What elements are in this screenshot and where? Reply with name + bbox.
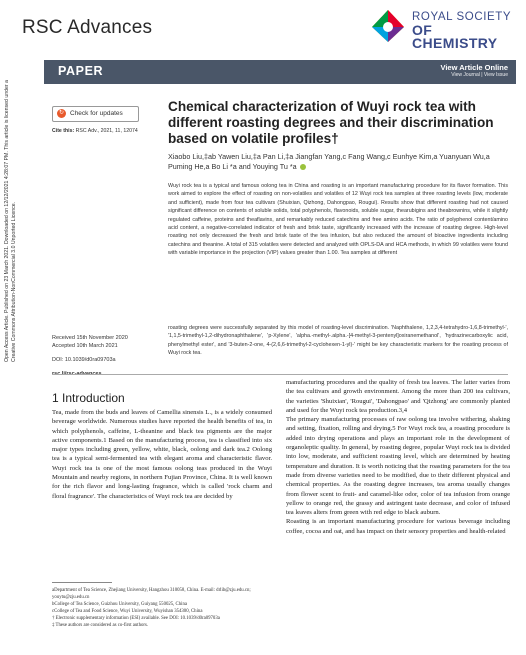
- refresh-icon: ↻: [58, 110, 65, 116]
- footnotes: [52, 587, 272, 629]
- received-date: Received 15th November 2020: [52, 335, 128, 341]
- intro-column-left: Tea, made from the buds and leaves of Camellia sinensis L., is a widely consumed beverage worldwide. Numerous studies have reported the health benefits of tea, in which polyphenols, caffeine, L-theanine and black tea pigments are the major active components.1 Based on the manufacturing process, tea is classified into six major types including green, yellow, white, black, oolong and dark tea.2 Oolong tea is a typical semi-fermented tea with elegant aroma and characteristic flavor. Wuyi rock tea is one of the most famous oolong teas produced in the Wuyi Mountain and nearby regions, in northern Fujian Province, China. It is well known for the rich flavor and long-lasting fragrance, which is called 'rock charm and floral fragrance'. The characteristics of Wuyi rock tea are decided by: [52, 409, 272, 500]
- publisher-line2: OF CHEMISTRY: [412, 22, 498, 51]
- intro-column-right: manufacturing procedures and the quality of fresh tea leaves. The latter varies from the tea cultivars and growth environment. Among the more than 200 tea cultivars, the varieties 'Shuixian', 'Rougui', 'Dahongpao' and 'Qizhong' are commonly planted and used for the Wuyi rock tea production.3,4 The primary manufacturing processes of raw oolong tea involve withering, shaking and setting, fixation, rolling and drying.5 For Wuyi rock tea, a roasting procedure is added into drying operations and plays an important role in the development of organoleptic quality. In general, by roasting degree, popular Wuyi rock tea is divided into low, moderate, and sufficient roasting level, which are determined by heating temperature and duration. It is worth noticing that the roasting parameters for the tea made from diverse varieties need to be modified, due to their different physical and chemical properties. As the roasting degree increases, tea aroma usually changes from flower scent to fruit- and caramel-like odor, color of tea infusion from orange yellow to orange red, the grassy and astringent taste decrease, and color of infused tea leaves alters from green with red edge to black auburn. Roasting is an important manufacturing procedure for various beverage including coffee, cocoa and oat, and has impact on their sensory properties and health-related: [286, 379, 510, 535]
- publisher-line1: ROYAL SOCIETY: [412, 11, 512, 23]
- journal-name: RSC Advances: [22, 17, 153, 38]
- cite-label: Cite this:: [52, 128, 75, 134]
- footnote: † Electronic supplementary information (ESI) available. See DOI: 10.1039/d0ra09703a: [52, 616, 220, 621]
- doi[interactable]: DOI: 10.1039/d0ra09703a: [52, 357, 116, 363]
- article-type-banner: [44, 60, 516, 84]
- abstract-part2: roasting degrees were successfully separated by this model of roasting-level discrimination. 'Naphthalene, 1,2,3,4-tetrahydro-1,6,8-trimethyl-', '1,1,5-trimethyl-1,2-dihydronaphthalene', 'p-Xylene', 'alpha.-methyl-.alpha.-[4-methyl-3-pentenyl]oxiranemethanol', 'hydrazinecarboxylic acid, phenylmethyl ester', and '3-buten-2-one, 4-(2,6,6-trimethyl-2-cyclohexen-1-yl)-' might be key characteristic markers for the roasting process of Wuyi rock tea.: [168, 325, 508, 357]
- rsc-logo[interactable]: [368, 7, 518, 51]
- article-dates: [52, 334, 162, 378]
- rsc-logo-icon: [368, 7, 408, 45]
- footnote: cCollege of Tea and Food Science, Wuyi University, Wuyishan 354300, China: [52, 609, 203, 614]
- view-article-link[interactable]: View Article Online: [440, 63, 508, 72]
- orcid-icon[interactable]: [300, 164, 306, 170]
- article-type: PAPER: [58, 64, 104, 78]
- license-text: Open Access Article. Published on 23 March 2021. Downloaded on 12/12/2021 4:28:07 PM. This article is licensed under a Creative Commons Attribution-NonCommercial 3.0 Unported Licence.: [4, 80, 17, 362]
- footnote: ‡ These authors are considered as co-first authors.: [52, 623, 149, 628]
- citation: [52, 128, 138, 134]
- footnote: aDepartment of Tea Science, Zhejiang University, Hangzhou 310058, China. E-mail: drlib@zju.edu.cn; youytu@zju.edu.cn: [52, 588, 251, 600]
- section-heading-introduction: 1 Introduction: [52, 391, 125, 405]
- journal-url[interactable]: rsc.li/rsc-advances: [52, 371, 102, 377]
- check-updates-button[interactable]: [52, 106, 139, 122]
- authors-text: Xiaobo Liu,‡ab Yawen Liu,‡a Pan Li,‡a Jiangfan Yang,c Fang Wang,c Eunhye Kim,a Yuanyuan Wu,a Puming He,a Bo Li *a and Youying Tu *a: [168, 152, 490, 171]
- cite-ref: RSC Adv., 2021, 11, 12074: [75, 128, 138, 134]
- view-journal-link[interactable]: View Journal | View Issue: [451, 72, 508, 78]
- author-list: [168, 152, 508, 172]
- check-updates-label: Check for updates: [70, 110, 123, 117]
- license-sidebar: [4, 62, 26, 362]
- footnote-divider: [52, 582, 112, 583]
- article-title: Chemical characterization of Wuyi rock tea with different roasting degrees and their discrimination based on volatile profiles†: [168, 99, 494, 146]
- divider: [52, 374, 508, 375]
- abstract-part1: Wuyi rock tea is a typical and famous oolong tea in China and roasting is an important manufacturing procedure for its flavor formation. This work aimed to explore the effect of roasting on non-volatiles and volatiles of 12 Wuyi rock tea samples at three roasting levels (low, moderate and sufficient), made from four tea cultivars (Shuixian, Qizhong, Dahongpao, Rougui). Results show that different roasting had not caused significant difference on contents of soluble solids, total polyphenols, flavonoids, soluble sugar, thearubigins and theabrownins, while it slightly regulated caffeine, proteins and theaflavins, and remarkably reduced catechins and free amino acids. The ratio of polyphenol content/amino acid content, a negative-correlated indicator of fresh and brisk taste, significantly increased with the increase of roasting degree. High-level roasting not only decreased the fresh and brisk taste of the tea infusion, but also reduced the amount of bioactive ingredients including catechins and theanine. A total of 315 volatiles were detected and analyzed with OPLS-DA and HCA methods, in which 99 volatiles were found with variable importance in the projection (VIP) values greater than 1.00. Tea samples at different: [168, 183, 508, 257]
- footnote: bCollege of Tea Science, Guizhou University, Guiyang 550025, China: [52, 602, 188, 607]
- accepted-date: Accepted 10th March 2021: [52, 343, 118, 349]
